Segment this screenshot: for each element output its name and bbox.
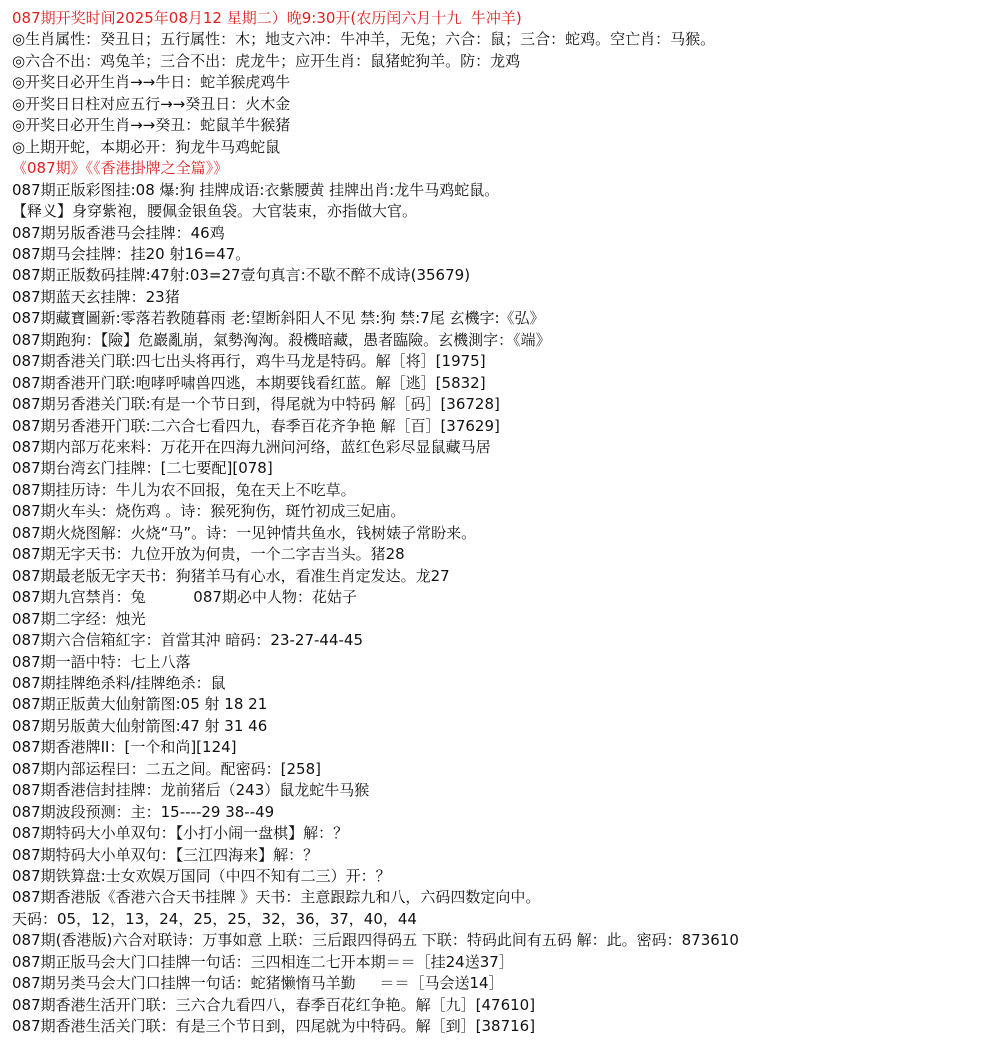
text-line: 087期火车头：烧伤鸡 。诗：猴死狗伤，斑竹初成三妃庙。 [12, 502, 406, 521]
text-line: 087期铁算盘:士女欢娱万国同（中四不知有二三）开：？ [12, 867, 391, 885]
text-line: ◎六合不出：鸡兔羊；三合不出：虎龙牛；应开生肖：鼠猪蛇狗羊。防：龙鸡 [12, 51, 521, 70]
text-line: 087期九宫禁肖：兔 087期必中人物：花姑子 [12, 588, 357, 607]
text-line: 087期另版香港马会挂牌：46鸡 [12, 223, 225, 242]
text-line: 087期藏寶圖新:零落若教随暮雨 老:望断斜阳人不见 禁:狗 禁:7尾 玄機字:《弘》 [12, 309, 545, 328]
text-line: 087期开奖时间2025年08月12 星期二）晚9:30开(农历闰六月十九 牛冲羊) [12, 9, 522, 27]
text-line: 087期正版黄大仙射箭图:05 射 18 21 [12, 695, 268, 714]
text-line: 087期正版马会大门口挂牌一句话：三四相连二七开本期＝＝［挂24送37］ [12, 952, 514, 971]
text-line: 【释义】身穿紫袍，腰佩金银鱼袋。大官装束，亦指做大官。 [12, 202, 418, 221]
text-line: ◎生肖属性：癸丑日；五行属性：木；地支六冲：牛冲羊，无兔；六合：鼠；三合：蛇鸡。空亡肖：马猴。 [12, 30, 716, 49]
text-line: 087期特码大小单双句：【三江四海来】解：？ [12, 845, 319, 864]
text-line: 087期跑狗：【險】危巖亂崩，氣勢洶洶。殺機暗藏，愚者臨險。玄機測字：《端》 [12, 330, 551, 349]
text-line: 087期最老版无字天书：狗猪羊马有心水，看准生肖定发达。龙27 [12, 566, 450, 585]
text-line: 087期挂历诗：牛儿为农不回报，兔在天上不吃草。 [12, 480, 356, 499]
text-line: 087期正版彩图挂:08 爆:狗 挂牌成语:衣紫腰黄 挂牌出肖:龙牛马鸡蛇鼠。 [12, 180, 500, 199]
text-line: 087期香港版《香港六合天书挂牌 》天书：主意跟踪九和八，六码四数定向中。 [12, 888, 541, 907]
text-line: 087期一語中特：七上八落 [12, 652, 191, 671]
text-line: 087期二字经：烛光 [12, 609, 146, 628]
text-line: 087期香港关门联:四七出头将再行，鸡牛马龙是特码。解［将］[1975] [12, 352, 486, 371]
text-line: 087期另版黄大仙射箭图:47 射 31 46 [12, 716, 268, 735]
text-line: 《087期》《《香港掛牌之全篇》》 [12, 159, 229, 178]
text-line: ◎开奖日必开生肖→→牛日：蛇羊猴虎鸡牛 [12, 73, 291, 92]
text-line: 087期内部万花来料：万花开在四海九洲问河络，蓝红色彩尽显鼠藏马居 [12, 438, 491, 456]
text-line: 087期台湾玄门挂牌：[二七要配][078] [12, 459, 273, 478]
text-line: 087期香港生活开门联：三六合九看四八，春季百花红争艳。解［九］[47610] [12, 995, 536, 1014]
text-line: 087期香港开门联:咆哮呼啸兽四逃，本期要钱看红蓝。解［逃］[5832] [12, 373, 486, 392]
text-line: 087期香港生活关门联：有是三个节日到，四尾就为中特码。解［到］[38716] [12, 1017, 536, 1036]
text-line: 087期香港牌II：[一个和尚][124] [12, 738, 237, 757]
text-line: 天码：05，12，13，24，25，25，32，36，37，40，44 [12, 909, 417, 928]
text-line: 087期特码大小单双句：【小打小闹一盘棋】解：？ [12, 824, 349, 843]
text-line: 087期蓝天玄挂牌：23猪 [12, 287, 180, 306]
text-line: 087期另香港关门联:有是一个节日到，得尾就为中特码 解［码］[36728] [12, 395, 500, 414]
text-line: 087期另香港开门联:二六合七看四九，春季百花齐争艳 解［百］[37629] [12, 416, 500, 435]
text-line: 087期马会挂牌：挂20 射16=47。 [12, 244, 251, 263]
text-line: 087期火烧图解：火烧“马”。诗：一见钟情共鱼水，钱树婊子常盼来。 [12, 523, 477, 542]
text-line: 087期另类马会大门口挂牌一句话：蛇猪懒惰马羊勤 ＝＝［马会送14］ [12, 974, 504, 993]
text-line: 087期六合信箱紅字：首當其沖 暗码：23-27-44-45 [12, 631, 363, 650]
text-line: 087期挂牌绝杀料/挂牌绝杀：鼠 [12, 673, 226, 692]
text-line: 087期香港信封挂牌：龙前猪后（243）鼠龙蛇牛马猴 [12, 781, 370, 800]
text-line: ◎开奖日必开生肖→→癸丑：蛇鼠羊牛猴猪 [12, 116, 291, 135]
text-line: ◎上期开蛇，本期必开：狗龙牛马鸡蛇鼠 [12, 137, 281, 156]
text-line: 087期无字天书：九位开放为何贵，一个二字吉当头。猪28 [12, 545, 405, 564]
text-line: ◎开奖日日柱对应五行→→癸丑日：火木金 [12, 94, 291, 113]
text-line: 087期正版数码挂牌:47射:03=27壹句真言:不歇不醉不成诗(35679) [12, 266, 471, 285]
text-line: 087期内部运程曰：二五之间。配密码：[258] [12, 759, 321, 778]
text-line: 087期波段预测：主：15----29 38--49 [12, 802, 275, 821]
text-line: 087期(香港版)六合对联诗：万事如意 上联：三后跟四得码五 下联：特码此间有五码 解：此。密码：873610 [12, 931, 739, 950]
